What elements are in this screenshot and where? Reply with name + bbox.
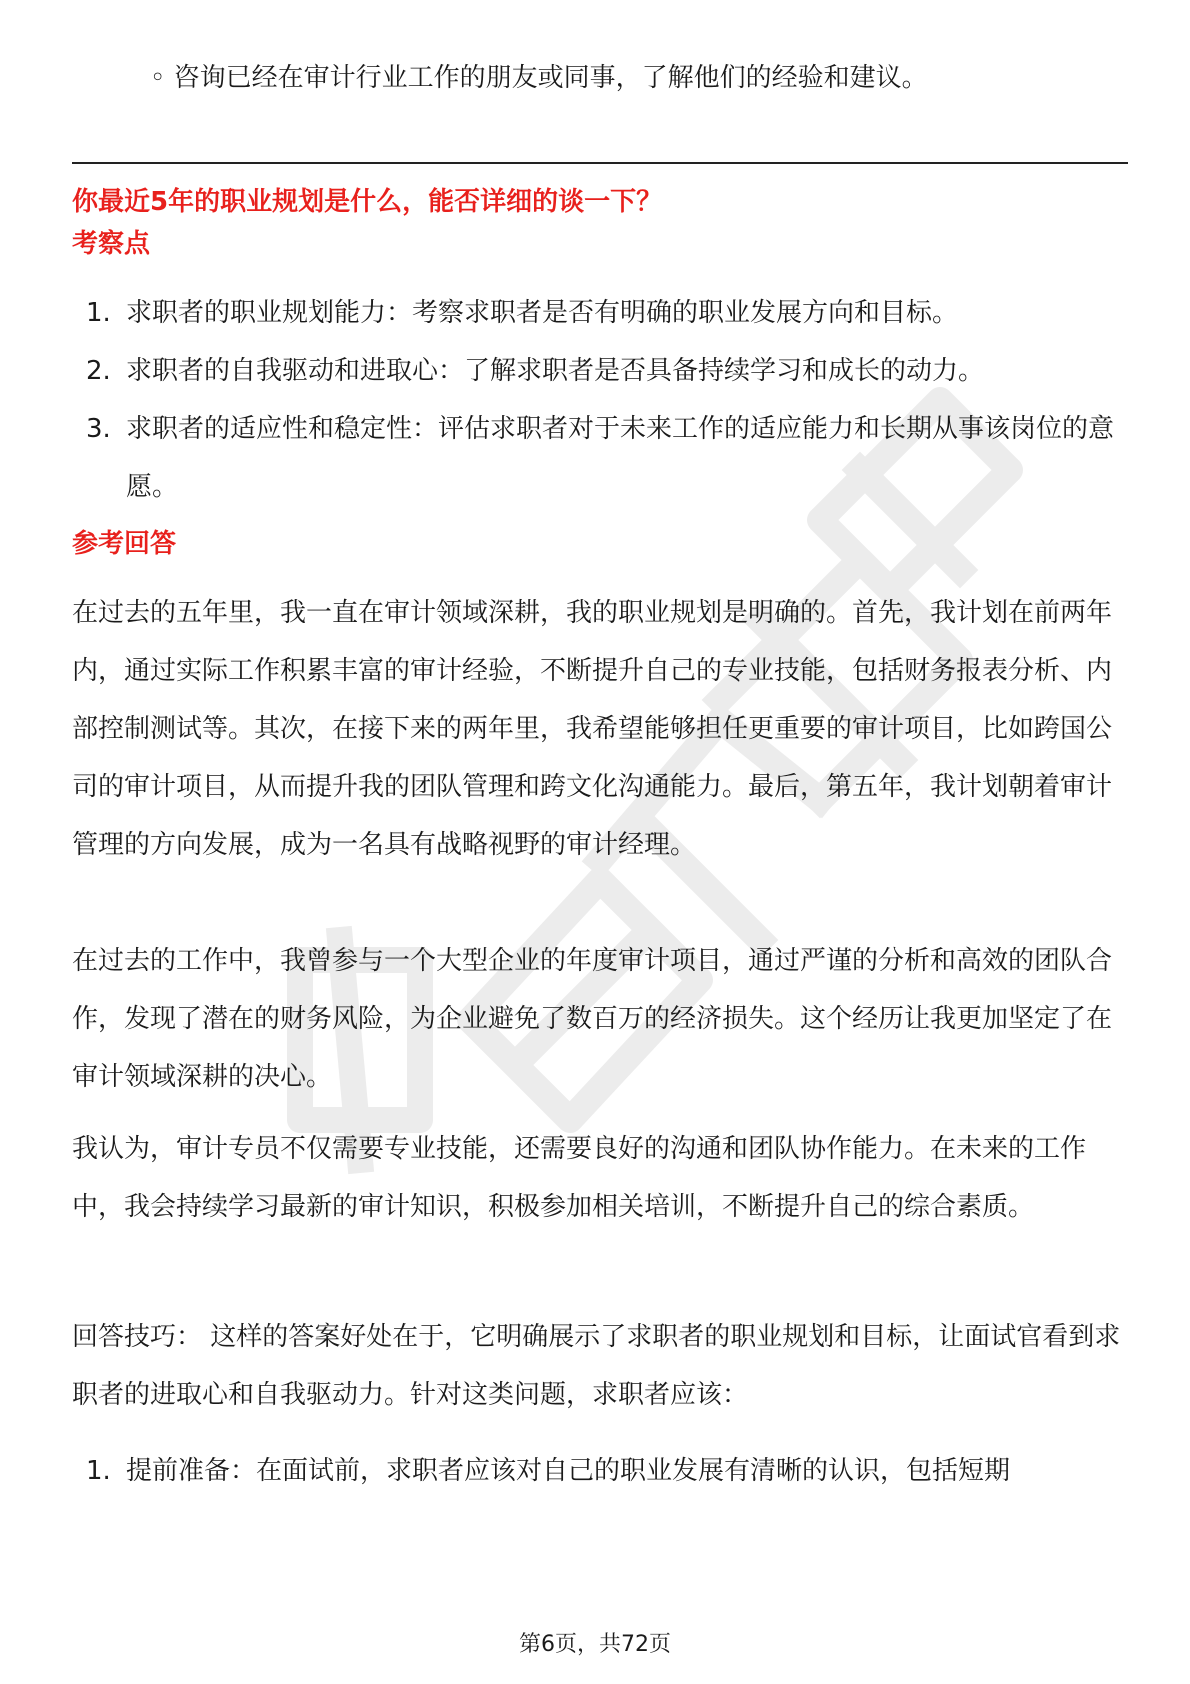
page-footer: 第6页，共72页 <box>519 1632 671 1657</box>
tips-paragraph: 回答技巧： 这样的答案好处在于，它明确展示了求职者的职业规划和目标，让面试官看到求职者的进取心和自我驱动力。针对这类问题，求职者应该： <box>72 1322 1121 1410</box>
question-heading: 你最近5年的职业规划是什么，能否详细的谈一下？ <box>72 187 663 217</box>
list-item <box>72 1442 1122 1500</box>
answer-section-title: 参考回答 <box>72 529 177 559</box>
list-item-number: 2. <box>86 356 111 386</box>
list-item-number: 1. <box>86 1456 111 1486</box>
list-item-text: 求职者的适应性和稳定性：评估求职者对于未来工作的适应能力和长期从事该岗位的意愿。 <box>126 414 1115 502</box>
answer-paragraph: 在过去的工作中，我曾参与一个大型企业的年度审计项目，通过严谨的分析和高效的团队合作，发现了潜在的财务风险，为企业避免了数百万的经济损失。这个经历让我更加坚定了在审计领域深耕的决心。 <box>72 946 1113 1092</box>
list-item <box>72 342 1122 400</box>
focus-list <box>72 284 1122 516</box>
list-item-number: 1. <box>86 298 111 328</box>
list-item-text: 提前准备：在面试前，求职者应该对自己的职业发展有清晰的认识，包括短期 <box>126 1456 1011 1486</box>
tips-list <box>72 1442 1122 1500</box>
list-item <box>72 400 1122 516</box>
list-item-text: 求职者的职业规划能力：考察求职者是否有明确的职业发展方向和目标。 <box>126 298 959 328</box>
list-item-text: 求职者的自我驱动和进取心：了解求职者是否具备持续学习和成长的动力。 <box>126 356 985 386</box>
focus-section-title: 考察点 <box>72 229 151 259</box>
answer-paragraph: 在过去的五年里，我一直在审计领域深耕，我的职业规划是明确的。首先，我计划在前两年内，通过实际工作积累丰富的审计经验，不断提升自己的专业技能，包括财务报表分析、内部控制测试等。其次，在接下来的两年里，我希望能够担任更重要的审计项目，比如跨国公司的审计项目，从而提升我的团队管理和跨文化沟通能力。最后，第五年，我计划朝着审计管理的方向发展，成为一名具有战略视野的审计经理。 <box>72 598 1113 860</box>
list-item-number: 3. <box>86 414 111 444</box>
sub-bullet-item: ◦ 咨询已经在审计行业工作的朋友或同事，了解他们的经验和建议。 <box>150 63 928 93</box>
answer-paragraph: 我认为，审计专员不仅需要专业技能，还需要良好的沟通和团队协作能力。在未来的工作中，我会持续学习最新的审计知识，积极参加相关培训，不断提升自己的综合素质。 <box>72 1134 1087 1222</box>
section-divider <box>72 162 1128 164</box>
list-item <box>72 284 1122 342</box>
